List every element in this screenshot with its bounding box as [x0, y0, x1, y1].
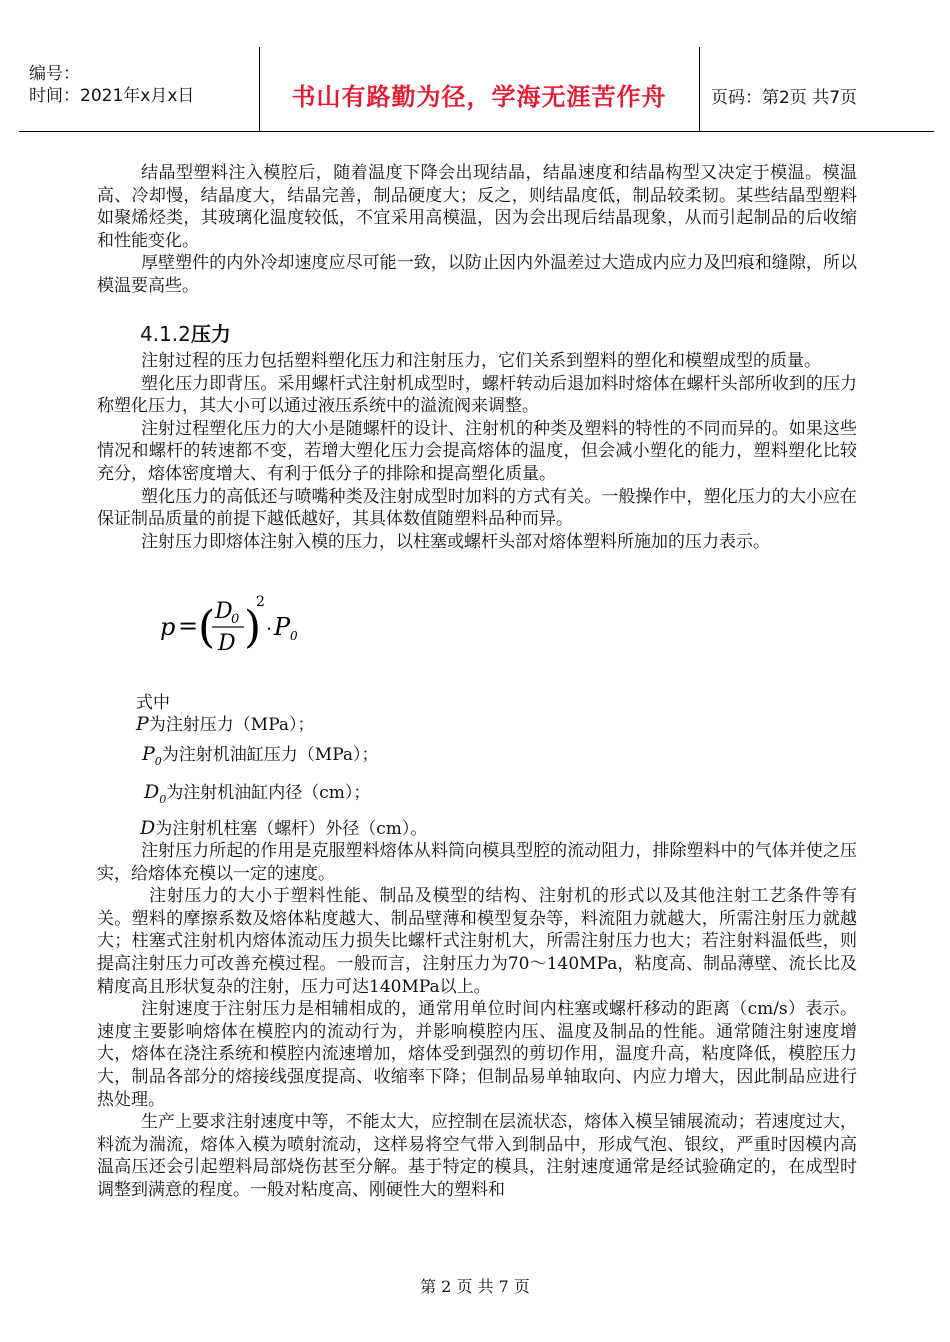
paragraph: 注射过程的压力包括塑料塑化压力和注射压力，它们关系到塑料的塑化和模塑成型的质量。: [141, 351, 821, 371]
paragraph: 注射压力的大小于塑料性能、制品及模型的结构、注射机的形式以及其他注射工艺条件等有关。塑料的摩擦系数及熔体粘度越大、制品壁薄和模型复杂等，料流阻力就越大，所需注射压力就越大；柱塞式注射机内熔体流动压力损失比螺杆式注射机大，所需注射压力也大；若注射料温低些，则提高注射压力可改善充模过程。一般而言，注射压力为70～140MPa，粘度高、制品薄壁、流长比及精度高且形状复杂的注射，压力可达140MPa以上。: [97, 886, 857, 997]
variable-symbol: D: [140, 817, 156, 839]
formula-exponent: 2: [256, 594, 265, 610]
header-page-cell: [699, 47, 934, 131]
variable-row: [142, 740, 379, 768]
paragraph: 注射压力所起的作用是克服塑料熔体从料筒向模具型腔的流动阻力，排除塑料中的气体并使之压实，给熔体充模以一定的速度。: [97, 841, 857, 884]
variable-subscript: 0: [154, 755, 162, 768]
section-title: 压力: [190, 322, 231, 346]
variable-description: 为注射机柱塞（螺杆）外径（cm）。: [155, 819, 428, 839]
document-code-label: 编号：: [29, 64, 80, 84]
header-meta-cell: [19, 47, 260, 131]
paragraph: 塑化压力的高低还与喷嘴种类及注射成型时加料的方式有关。一般操作中，塑化压力的大小应在保证制品质量的前提下越低越好，其具体数值随塑料品种而异。: [97, 486, 857, 530]
formula-rhs: P: [274, 613, 291, 641]
variable-row: [136, 710, 315, 738]
formula-operator: ⋅: [266, 619, 273, 640]
pressure-formula: [160, 592, 360, 662]
where-label: 式中: [136, 693, 170, 713]
variable-row: [144, 778, 370, 806]
variable-subscript: 0: [159, 793, 167, 806]
formula-rhs-sub: 0: [290, 629, 298, 643]
header-page-number: 页码：第2页 共7页: [711, 88, 858, 108]
section-number: 4.1.2: [140, 322, 191, 346]
body-bottom: [97, 840, 857, 1202]
paragraph: 注射过程塑化压力的大小是随螺杆的设计、注射机的种类及塑料的特性的不同而异的。如果这些情况和螺杆的转速都不变，若增大塑化压力会提高熔体的温度，但会减小塑化的能力，塑料塑化比较充分，熔体密度增大、有利于低分子的排除和提高塑化质量。: [97, 418, 857, 484]
variable-description: 为注射机油缸压力（MPa）；: [161, 745, 379, 765]
formula-left-paren: (: [198, 602, 216, 653]
body-middle: [97, 350, 857, 553]
paragraph: 生产上要求注射速度中等，不能太大，应控制在层流状态，熔体入模呈铺展流动；若速度过大，料流为湍流，熔体入模为喷射流动，这样易将空气带入到制品中，形成气泡、银纹，严重时因模内高温高压还会引起塑料局部烧伤甚至分解。基于特定的模具，注射速度通常是经试验确定的，在成型时调整到满意的程度。一般对粘度高、刚硬性大的塑料和: [97, 1112, 857, 1200]
variable-symbol: P: [136, 713, 149, 735]
variable-description: 为注射压力（MPa）；: [148, 715, 315, 735]
paragraph: 结晶型塑料注入模腔后，随着温度下降会出现结晶，结晶速度和结晶构型又决定于模温。模温高、冷却慢，结晶度大，结晶完善，制品硬度大；反之，则结晶度低，制品较柔韧。某些结晶型塑料如聚烯烃类，其玻璃化温度较低，不宜采用高模温，因为会出现后结晶现象，从而引起制品的后收缩和性能变化。: [97, 163, 857, 251]
formula-numerator: D: [215, 599, 233, 624]
formula-right-paren: ): [244, 602, 262, 653]
variable-symbol: D: [144, 781, 160, 803]
header-motto-cell: [259, 47, 700, 131]
header-motto: 书山有路勤为径，学海无涯苦作舟: [291, 83, 667, 111]
document-time-label: 时间：2021年x月x日: [29, 86, 195, 106]
formula-numerator-sub: 0: [231, 612, 240, 627]
page-header: [19, 47, 934, 132]
variable-description: 为注射机油缸内径（cm）；: [166, 783, 371, 803]
body-top: [97, 162, 857, 298]
variable-row: [140, 814, 427, 842]
formula-lhs: p: [160, 613, 176, 641]
page-footer: 第 2 页 共 7 页: [420, 1277, 530, 1296]
paragraph: 塑化压力即背压。采用螺杆式注射机成型时，螺杆转动后退加料时熔体在螺杆头部所收到的压力称塑化压力，其大小可以通过液压系统中的溢流阀来调整。: [97, 373, 857, 417]
paragraph: 厚壁塑件的内外冷却速度应尽可能一致，以防止因内外温差过大造成内应力及凹痕和缝隙，所以模温要高些。: [97, 253, 857, 296]
paragraph: 注射速度于注射压力是相辅相成的，通常用单位时间内柱塞或螺杆移动的距离（cm/s）表示。速度主要影响熔体在模腔内的流动行为，并影响模腔内压、温度及制品的性能。通常随注射速度增大，熔体在浇注系统和模腔内流速增加，熔体受到强烈的剪切作用，温度升高，粘度降低，模腔压力大，制品各部分的熔接线强度提高、收缩率下降；但制品易单轴取向、内应力增大，因此制品应进行热处理。: [97, 999, 857, 1110]
section-heading: [140, 318, 231, 347]
formula-equals: =: [178, 612, 199, 640]
paragraph: 注射压力即熔体注射入模的压力，以柱塞或螺杆头部对熔体塑料所施加的压力表示。: [141, 531, 770, 552]
variable-symbol: P: [142, 743, 155, 765]
formula-denominator: D: [218, 631, 236, 656]
